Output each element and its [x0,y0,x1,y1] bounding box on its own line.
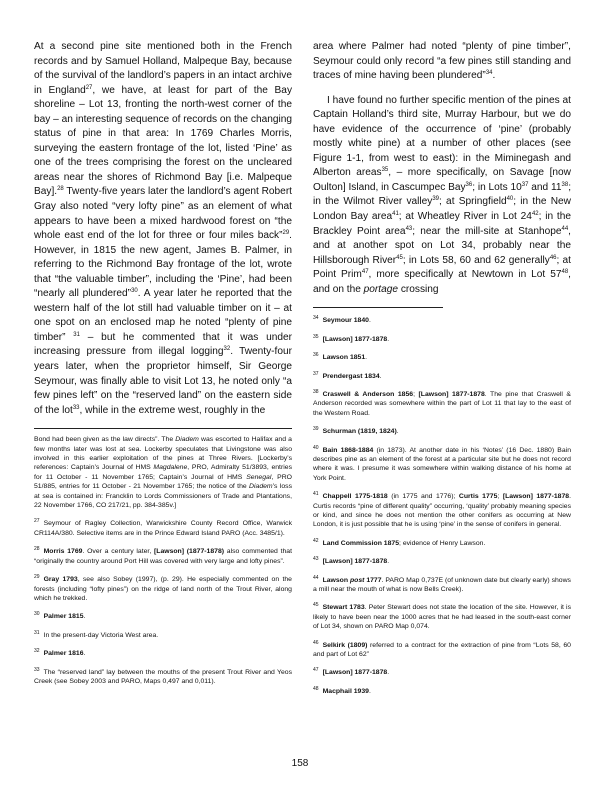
footnote: $^{28}$ Morris 1769. Over a century later, [Lawson] (1877-1878) also commented that “originally the country around Port Hill was covered with very large and lofty pines”. [34,546,292,565]
right-body-text [313,40,571,297]
right-column [313,40,571,703]
right-footnotes [313,314,571,696]
footnote: $^{34}$ Seymour 1840. [313,315,371,325]
footnote: $^{40}$ Bain 1868-1884 (in 1873). At another date in his ‘Notes’ (16 Dec. 1880) Bain describes pine as an element of the forest at a particular site but he does not record where it was. I presume it was somewhere within walking distance of his home at York Point. [313,444,571,482]
footnote: $^{32}$ Palmer 1816. [34,648,86,658]
footnote: $^{47}$ [Lawson] 1877-1878. [313,667,390,677]
footnote: $^{41}$ Chappell 1775-1818 (in 1775 and 1776); Curtis 1775; [Lawson] 1877-1878. Curtis records “pine of different quality” occurring, ‘quality’ probably meaning species or kind, and since he does not mention the other conifers as occurring at New London, it is just possible that he is using ‘pine’ in the sense of conifers in general. [313,491,572,529]
paragraph: area where Palmer had noted “plenty of pine timber”, Seymour could only record “a few pines still standing and traces of mine having been plundered”$^{34}$. [313,41,571,82]
footnote: $^{42}$ Land Commission 1875; evidence of Henry Lawson. [313,537,486,547]
footnote: $^{46}$ Selkirk (1809) referred to a contract for the extraction of pine from “Lots 58, 60 and part of Lot 62” [313,639,571,659]
footnote: $^{48}$ Macphail 1939. [313,685,371,695]
footnote: $^{44}$ Lawson post 1777. PARO Map 0,737E (of unknown date but clearly early) shows a mill near the mouth of what is now Bells Creek). [313,574,571,594]
paragraph: I have found no further specific mention of the pines at Captain Holland’s third site, Murray Harbour, but we do have evidence of the occurrence of ‘pine’ (probably mostly white pine) at a number of other places (see Figure 1-1, from west to east): in the Miminegash and Alberton areas$^{35}$, – more specifically, on Savage [now Oulton] Island, in Cascumpec Bay$^{36}$; in Lots $10^{37}$ and $11^{38}$; in the Wilmot River valley$^{39}$; at Springfield$^{40}$; in the New London Bay area$^{41}$; at Wheatley River in Lot $24^{42}$; in the Brackley Point area$^{43}$; near the mill-site at Stanhope$^{44}$, and at another spot on Lot 34, probably near the Hillsborough River$^{45}$; in Lots 58, 60 and 62 generally$^{46}$; at Point Prim$^{47}$, more specifically at Newtown in Lot $57^{48}$, and on the portage crossing [313,94,572,295]
footnote: $^{45}$ Stewart 1783. Peter Stewart does not state the location of the site. However, it is likely to have been near the 1000 acres that he had leased in the south-east corner of Lot 34, shown on PARO Map 0,074. [313,602,571,631]
footnote: $^{31}$ In the present-day Victoria West area. [34,629,159,639]
footnote-divider [34,428,292,429]
footnote: $^{30}$ Palmer 1815. [34,611,86,621]
footnote: $^{35}$ [Lawson] 1877-1878. [313,333,390,343]
footnote: $^{27}$ Seymour of Ragley Collection, Warwickshire County Record Office, Warwick CR114A/380. Selective items are in the Prince Edward Island PARO (Acc. 3485/1). [34,518,292,537]
footnote: $^{29}$ Gray 1793, see also Sobey (1997), (p. 29). He especially commented on the forests (including “lofty pines”) on the ridge of land north of the Trout River, along which he trekked. [34,574,292,602]
left-footnotes [34,517,292,686]
footnote-continuation: Bond had been given as the law directs”. The Diadem was escorted to Halifax and a few months later was lost at sea. Lockerby speculates that Livingstone was also involved in this earlier exploitation of the pines at Three Rivers. [Lockerby’s references: Captain’s Journal of HMS Magdalene, PRO, Admiralty 51/3893, entries for 11 October - 11 November 1765; Captain’s Journal of HMS Senegal, PRO 51/885, entries for 11 October - 21 November 1765; the notice of the Diadem’s loss at sea is contained in: Francklin to Lords Commissioners of Trade and Plantations, 22 November 1766, CO 217/21, pp. 384-385v.] [34,436,292,510]
footnote: $^{39}$ Schurman (1819, 1824). [313,426,399,436]
footnote: $^{37}$ Prendergast 1834. [313,370,382,380]
left-column [34,40,292,693]
footnote: $^{33}$ The “reserved land” lay between the mouths of the present Trout River and Yeos Creek (see Sobey 2003 and PARO, Maps 0,497 and 0,011). [34,666,292,685]
paragraph: At a second pine site mentioned both in the French records and by Samuel Holland, Malpeque Bay, because of the survival of the landlord’s papers in an intact archive in England$^{27}$, we have, at least for part of the Bay shoreline – Lot 13, fronting the north-west corner of the bay – an interesting sequence of records on the changing status of pine in that area: In 1769 Charles Morris, surveying the eastern frontage of the lot, listed ‘Pine’ as one of the trees comprising the forest on the uncleared areas near the shores of Richmond Bay [i.e. Malpeque Bay].$^{28}$ Twenty-five years later the landlord’s agent Robert Gray also noted “very lofty pine” as an element of what appears to have been a mixed hardwood forest on “the whole east end of the lot for three or four miles back”$^{29}$. However, in 1815 the new agent, James B. Palmer, in referring to the Richmond Bay frontage of the lot, wrote that “the valuable timber”, including the ‘Pine’, had been “nearly all plundered”$^{30}$. A year later he reported that the western half of the lot still had valuable timber on it – at one spot on an enclosed map he noted “plenty of pine timber” $^{31}$ – but he commented that it was under increasing pressure from illegal logging$^{32}$. Twenty-four years later, when the proprietor himself, Sir George Seymour, was finally able to visit Lot 13, he noted only “a few pines left” on the “reserved land” on the eastern side of the lot$^{33}$, while in the extreme west, roughly in the [34,41,293,416]
left-body-text [34,40,292,418]
footnote: $^{38}$ Craswell & Anderson 1856; [Lawson] 1877-1878. The pine that Craswell & Anderson recorded was somewhere within the part of Lot 11 that lay to the east of the Western Road. [313,388,571,417]
footnote: $^{36}$ Lawson 1851. [313,352,368,362]
page-number: 158 [291,758,309,769]
footnote-divider [313,307,443,308]
footnote: $^{43}$ [Lawson] 1877-1878. [313,556,390,566]
